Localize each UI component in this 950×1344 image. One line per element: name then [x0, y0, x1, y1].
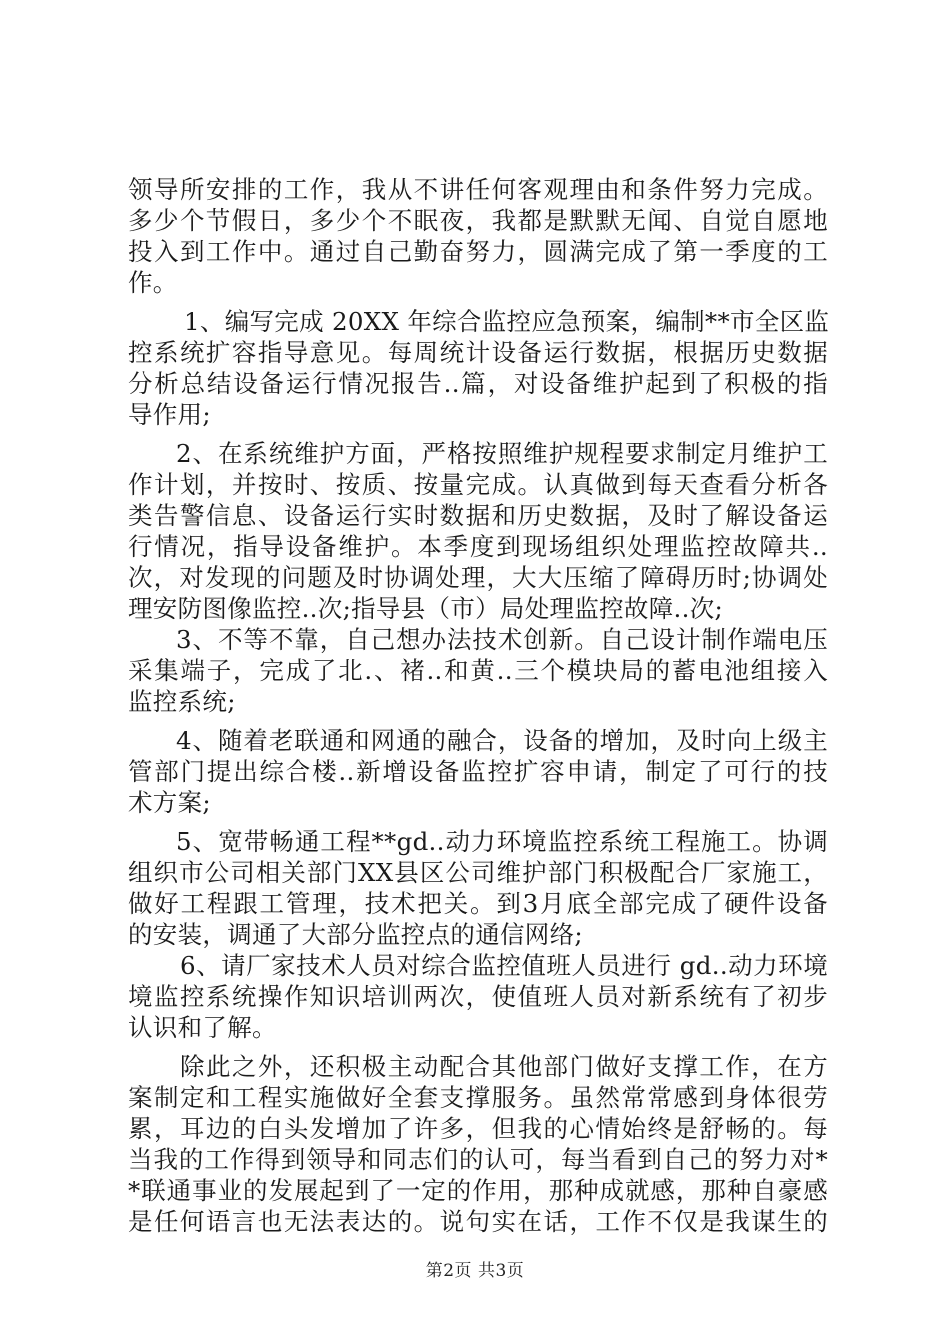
paragraph-item-2 [128, 438, 828, 624]
paragraph-item-5 [128, 826, 828, 950]
text-line: 案制定和工程实施做好全套支撑服务。虽然常常感到身体很劳 [128, 1083, 828, 1112]
text-line: 控系统扩容指导意见。每周统计设备运行数据，根据历史数据 [128, 338, 828, 367]
text-line: 6、请厂家技术人员对综合监控值班人员进行 gd..动力环境 [180, 951, 828, 980]
text-line: 累，耳边的白头发增加了许多，但我的心情始终是舒畅的。每 [128, 1114, 828, 1143]
text-line: *联通事业的发展起到了一定的作用，那种成就感，那种自豪感 [128, 1176, 828, 1205]
text-line: 当我的工作得到领导和同志们的认可，每当看到自己的努力对* [128, 1145, 828, 1174]
text-line: 5、宽带畅通工程**gd..动力环境监控系统工程施工。协调 [176, 827, 828, 856]
text-line: 分析总结设备运行情况报告..篇，对设备维护起到了积极的指 [128, 369, 828, 398]
paragraph-item-1 [128, 306, 828, 430]
text-line: 多少个节假日，多少个不眠夜，我都是默默无闻、自觉自愿地 [128, 206, 828, 235]
text-line: 次，对发现的问题及时协调处理，大大压缩了障碍历时;协调处 [128, 563, 828, 592]
document-body [128, 174, 828, 1237]
text-line: 管部门提出综合楼..新增设备监控扩容申请，制定了可行的技 [128, 757, 828, 786]
text-line: 的安装，调通了大部分监控点的通信网络; [128, 920, 583, 949]
text-line: 3、不等不靠，自己想办法技术创新。自己设计制作端电压 [176, 625, 828, 654]
text-line: 除此之外，还积极主动配合其他部门做好支撑工作，在方 [180, 1052, 828, 1081]
text-line: 2、在系统维护方面，严格按照维护规程要求制定月维护工 [176, 439, 828, 468]
text-line: 4、随着老联通和网通的融合，设备的增加，及时向上级主 [176, 726, 828, 755]
text-line: 作计划，并按时、按质、按量完成。认真做到每天查看分析各 [128, 470, 828, 499]
paragraph-intro [128, 174, 828, 298]
text-line: 投入到工作中。通过自己勤奋努力，圆满完成了第一季度的工 [128, 237, 828, 266]
paragraph-item-4 [128, 725, 828, 818]
text-line: 行情况，指导设备维护。本季度到现场组织处理监控故障共.. [128, 532, 828, 561]
text-line: 监控系统; [128, 687, 236, 716]
paragraph-item-3 [128, 624, 828, 717]
paragraph-item-6 [128, 950, 828, 1043]
text-line: 做好工程跟工管理，技术把关。到3月底全部完成了硬件设备 [128, 889, 828, 918]
text-line: 采集端子，完成了北.、褚..和黄..三个模块局的蓄电池组接入 [128, 656, 828, 685]
text-line: 1、编写完成 20XX 年综合监控应急预案，编制**市全区监 [184, 307, 830, 336]
text-line: 境监控系统操作知识培训两次，使值班人员对新系统有了初步 [128, 982, 828, 1011]
text-line: 认识和了解。 [128, 1013, 277, 1042]
text-line: 作。 [128, 268, 178, 297]
text-line: 是任何语言也无法表达的。说句实在话，工作不仅是我谋生的 [128, 1207, 828, 1236]
text-line: 术方案; [128, 788, 211, 817]
paragraph-closing [128, 1051, 828, 1237]
page-number-footer: 第2页 共3页 [425, 1261, 525, 1281]
text-line: 导作用; [128, 400, 211, 429]
text-line: 组织市公司相关部门XX县区公司维护部门积极配合厂家施工， [128, 858, 828, 887]
text-line: 类告警信息、设备运行实时数据和历史数据，及时了解设备运 [128, 501, 828, 530]
text-line: 领导所安排的工作，我从不讲任何客观理由和条件努力完成。 [128, 175, 828, 204]
text-line: 理安防图像监控..次;指导县（市）局处理监控故障..次; [128, 594, 724, 623]
